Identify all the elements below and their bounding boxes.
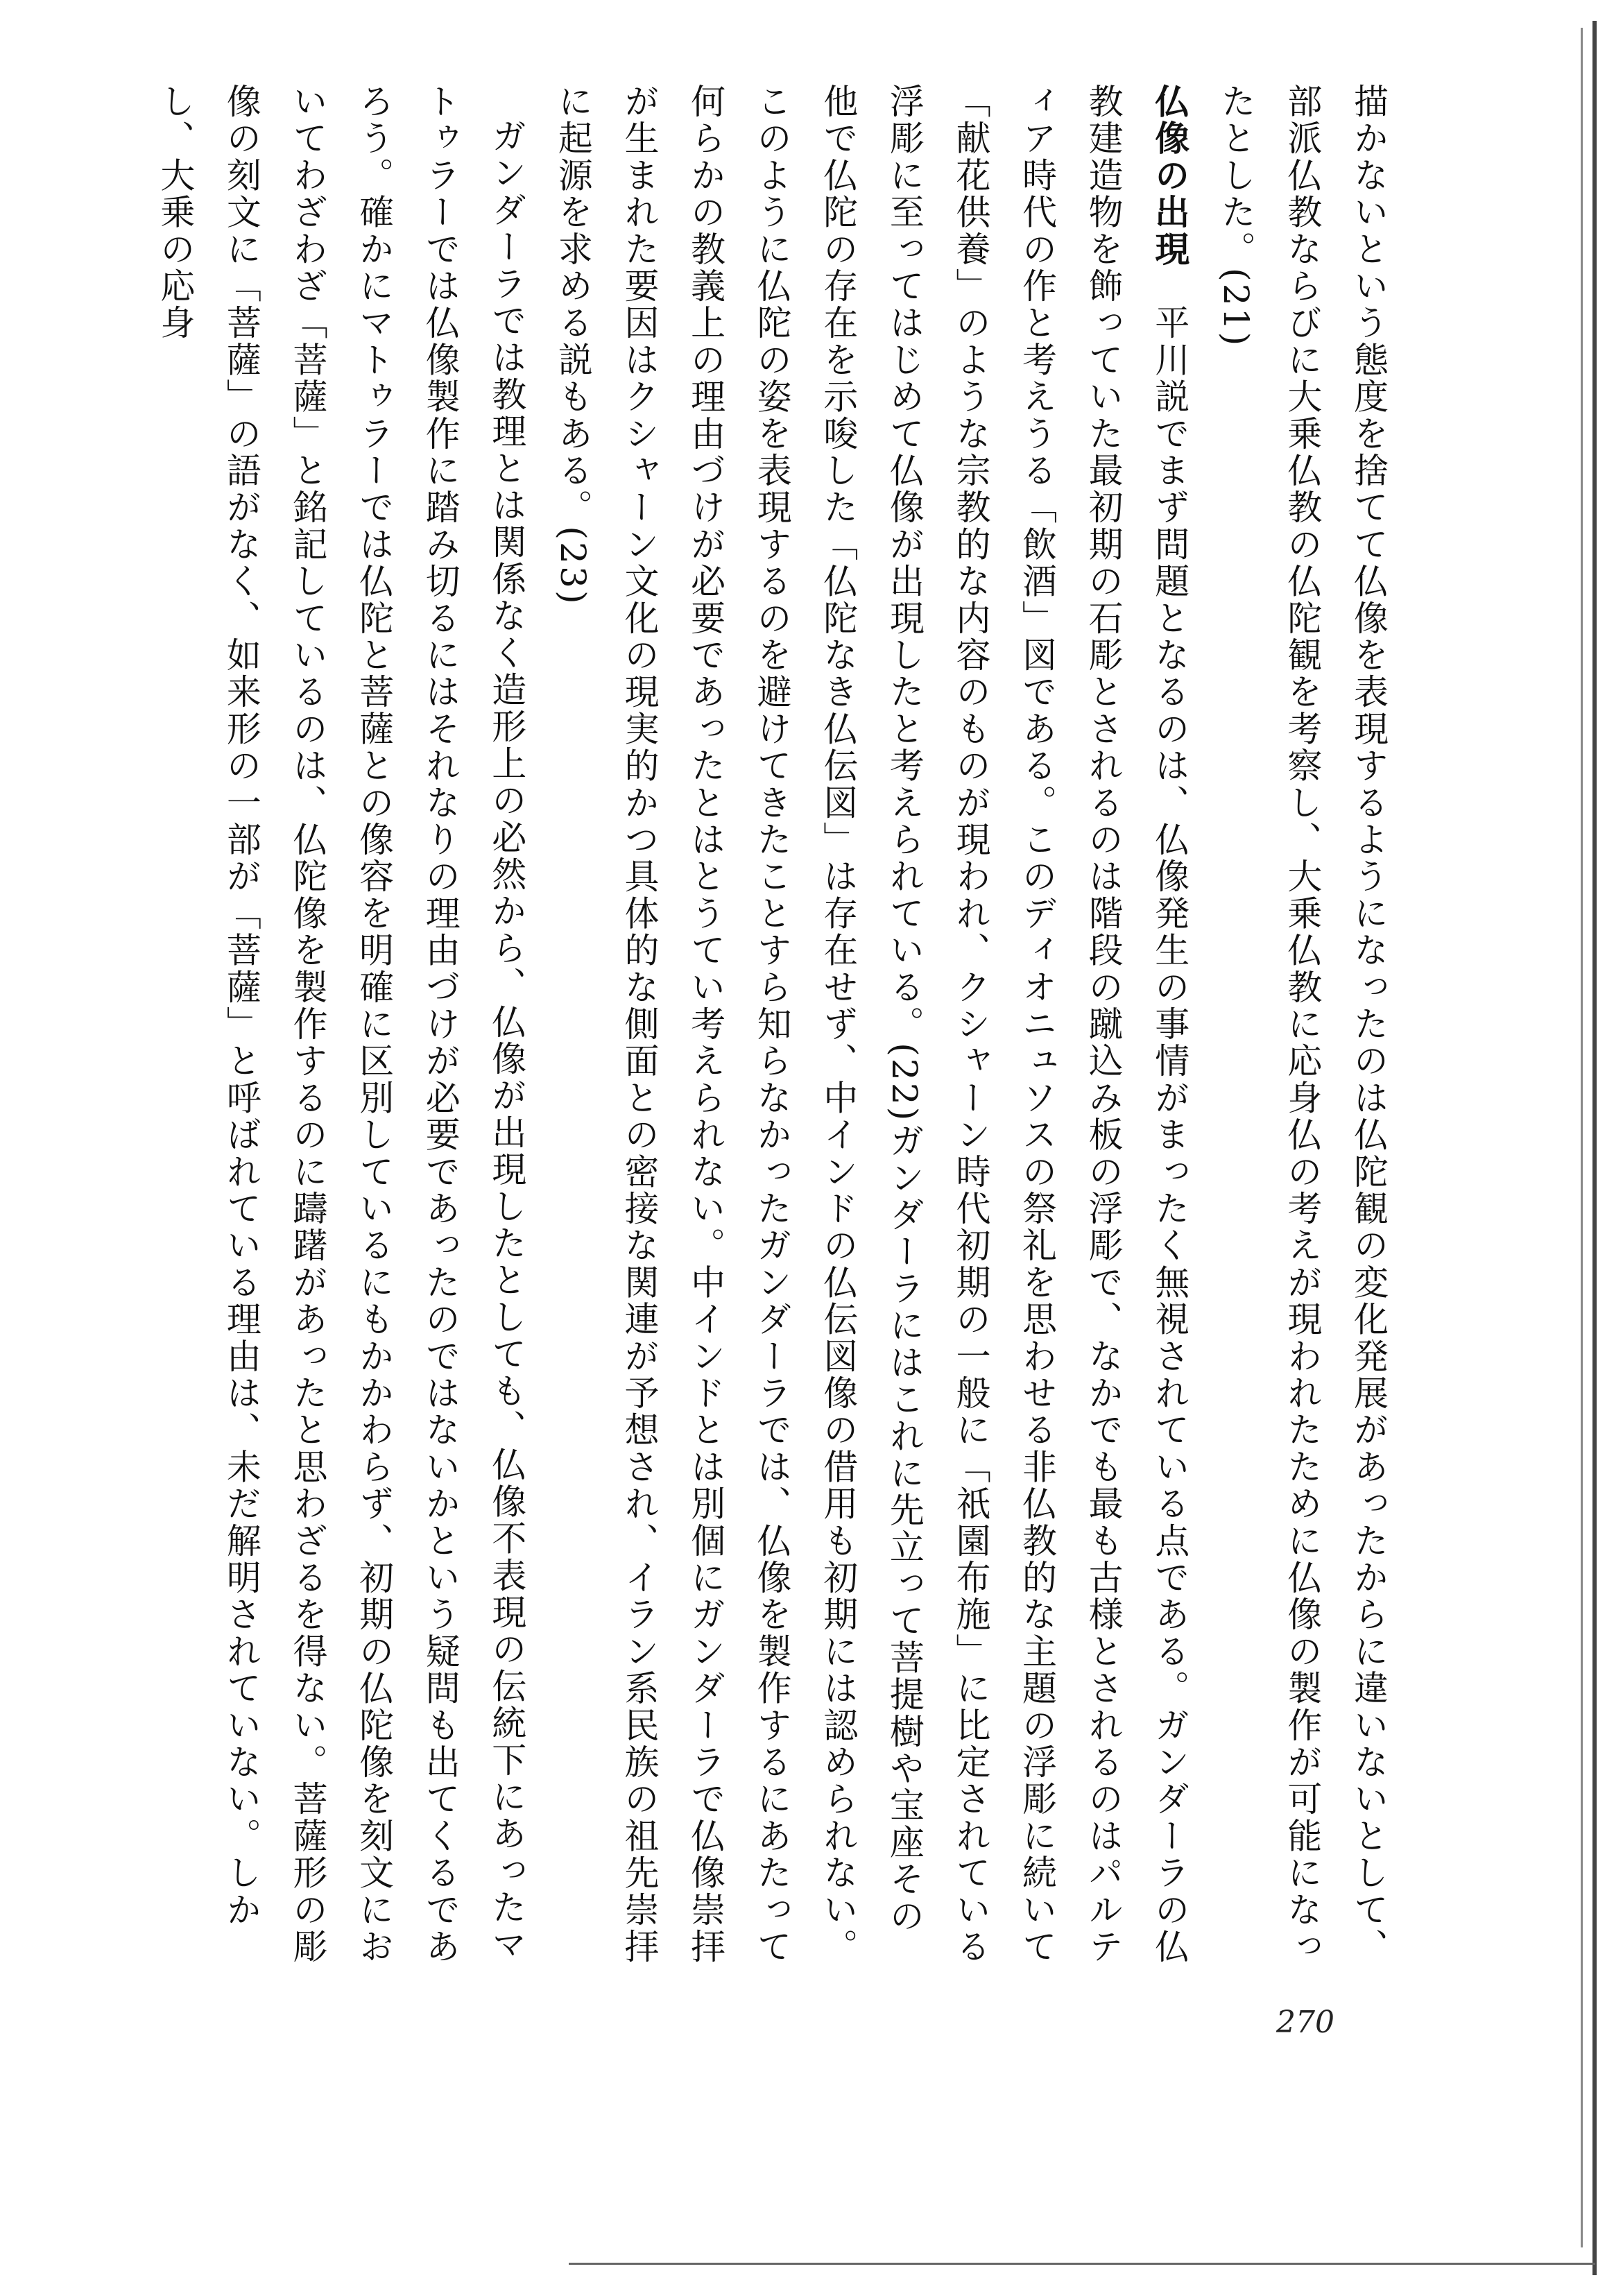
paragraph-mathura: ガンダーラでは教理とは関係なく造形上の必然から、仏像が出現したとしても、仏像不表現の伝統下にあったマトゥラーでは仏像製作に踏み切るにはそれなりの理由づけが必要であったのではないかという疑問も出てくるであろう。確かにマトゥラーでは仏陀と菩薩との像容を明確に区別しているにもかかわらず、初期の仏陀像を刻文においてわざわざ「菩薩」と銘記しているのは、仏陀像を製作するのに躊躇があったと思わざるを得ない。菩薩形の彫像の刻文に「菩薩」の語がなく、如来形の一部が「菩薩」と呼ばれている理由は、未だ解明されていない。しかし、大乗の応身 xyxy=(155,83,527,1966)
page-edge-inner xyxy=(1581,28,1583,2247)
section-heading: 仏像の出現 xyxy=(1149,83,1190,268)
paragraph-section-body: 平川説でまず問題となるのは、仏像発生の事情がまったく無視されている点である。ガンダーラの仏教建造物を飾っていた最初期の石彫とされるのは階段の蹴込み板の浮彫で、なかでも最も古様とされるのはパルティア時代の作と考えうる「飲酒」図である。このディオニュソスの祭礼を思わせる非仏教的な主題の浮彫に続いて「献花供養」のような宗教的な内容のものが現われ、クシャーン時代初期の一般に「祇園布施」に比定されている浮彫に至ってはじめて仏像が出現したと考えられている。(22)ガンダーラにはこれに先立って菩提樹や宝座その他で仏陀の存在を示唆した「仏陀なき仏伝図」は存在せず、中インドの仏伝図像の借用も初期には認められない。このように仏陀の姿を表現するのを避けてきたことすら知らなかったガンダーラでは、仏像を製作するにあたって何らかの教義上の理由づけが必要であったとはとうてい考えられない。中インドとは別個にガンダーラで仏像崇拝が生まれた要因はクシャーン文化の現実的かつ具体的な側面との密接な関連が予想され、イラン系民族の祖先崇拝に起源を求める説もある。(23) xyxy=(552,83,1190,1966)
page-bottom-edge xyxy=(569,2263,1595,2265)
page-edge xyxy=(1592,21,1597,2275)
page-number: 270 xyxy=(1276,2005,1334,2040)
vertical-body-text xyxy=(155,83,1401,1970)
paragraph-intro: 描かないという態度を捨てて仏像を表現するようになったのは仏陀観の変化発展があったからに違いないとして、部派仏教ならびに大乗仏教の仏陀観を考察し、大乗仏教に応身仏の考えが現われたために仏像の製作が可能になったとした。(21) xyxy=(1215,83,1389,1966)
paragraph-section-start xyxy=(539,83,1202,1970)
